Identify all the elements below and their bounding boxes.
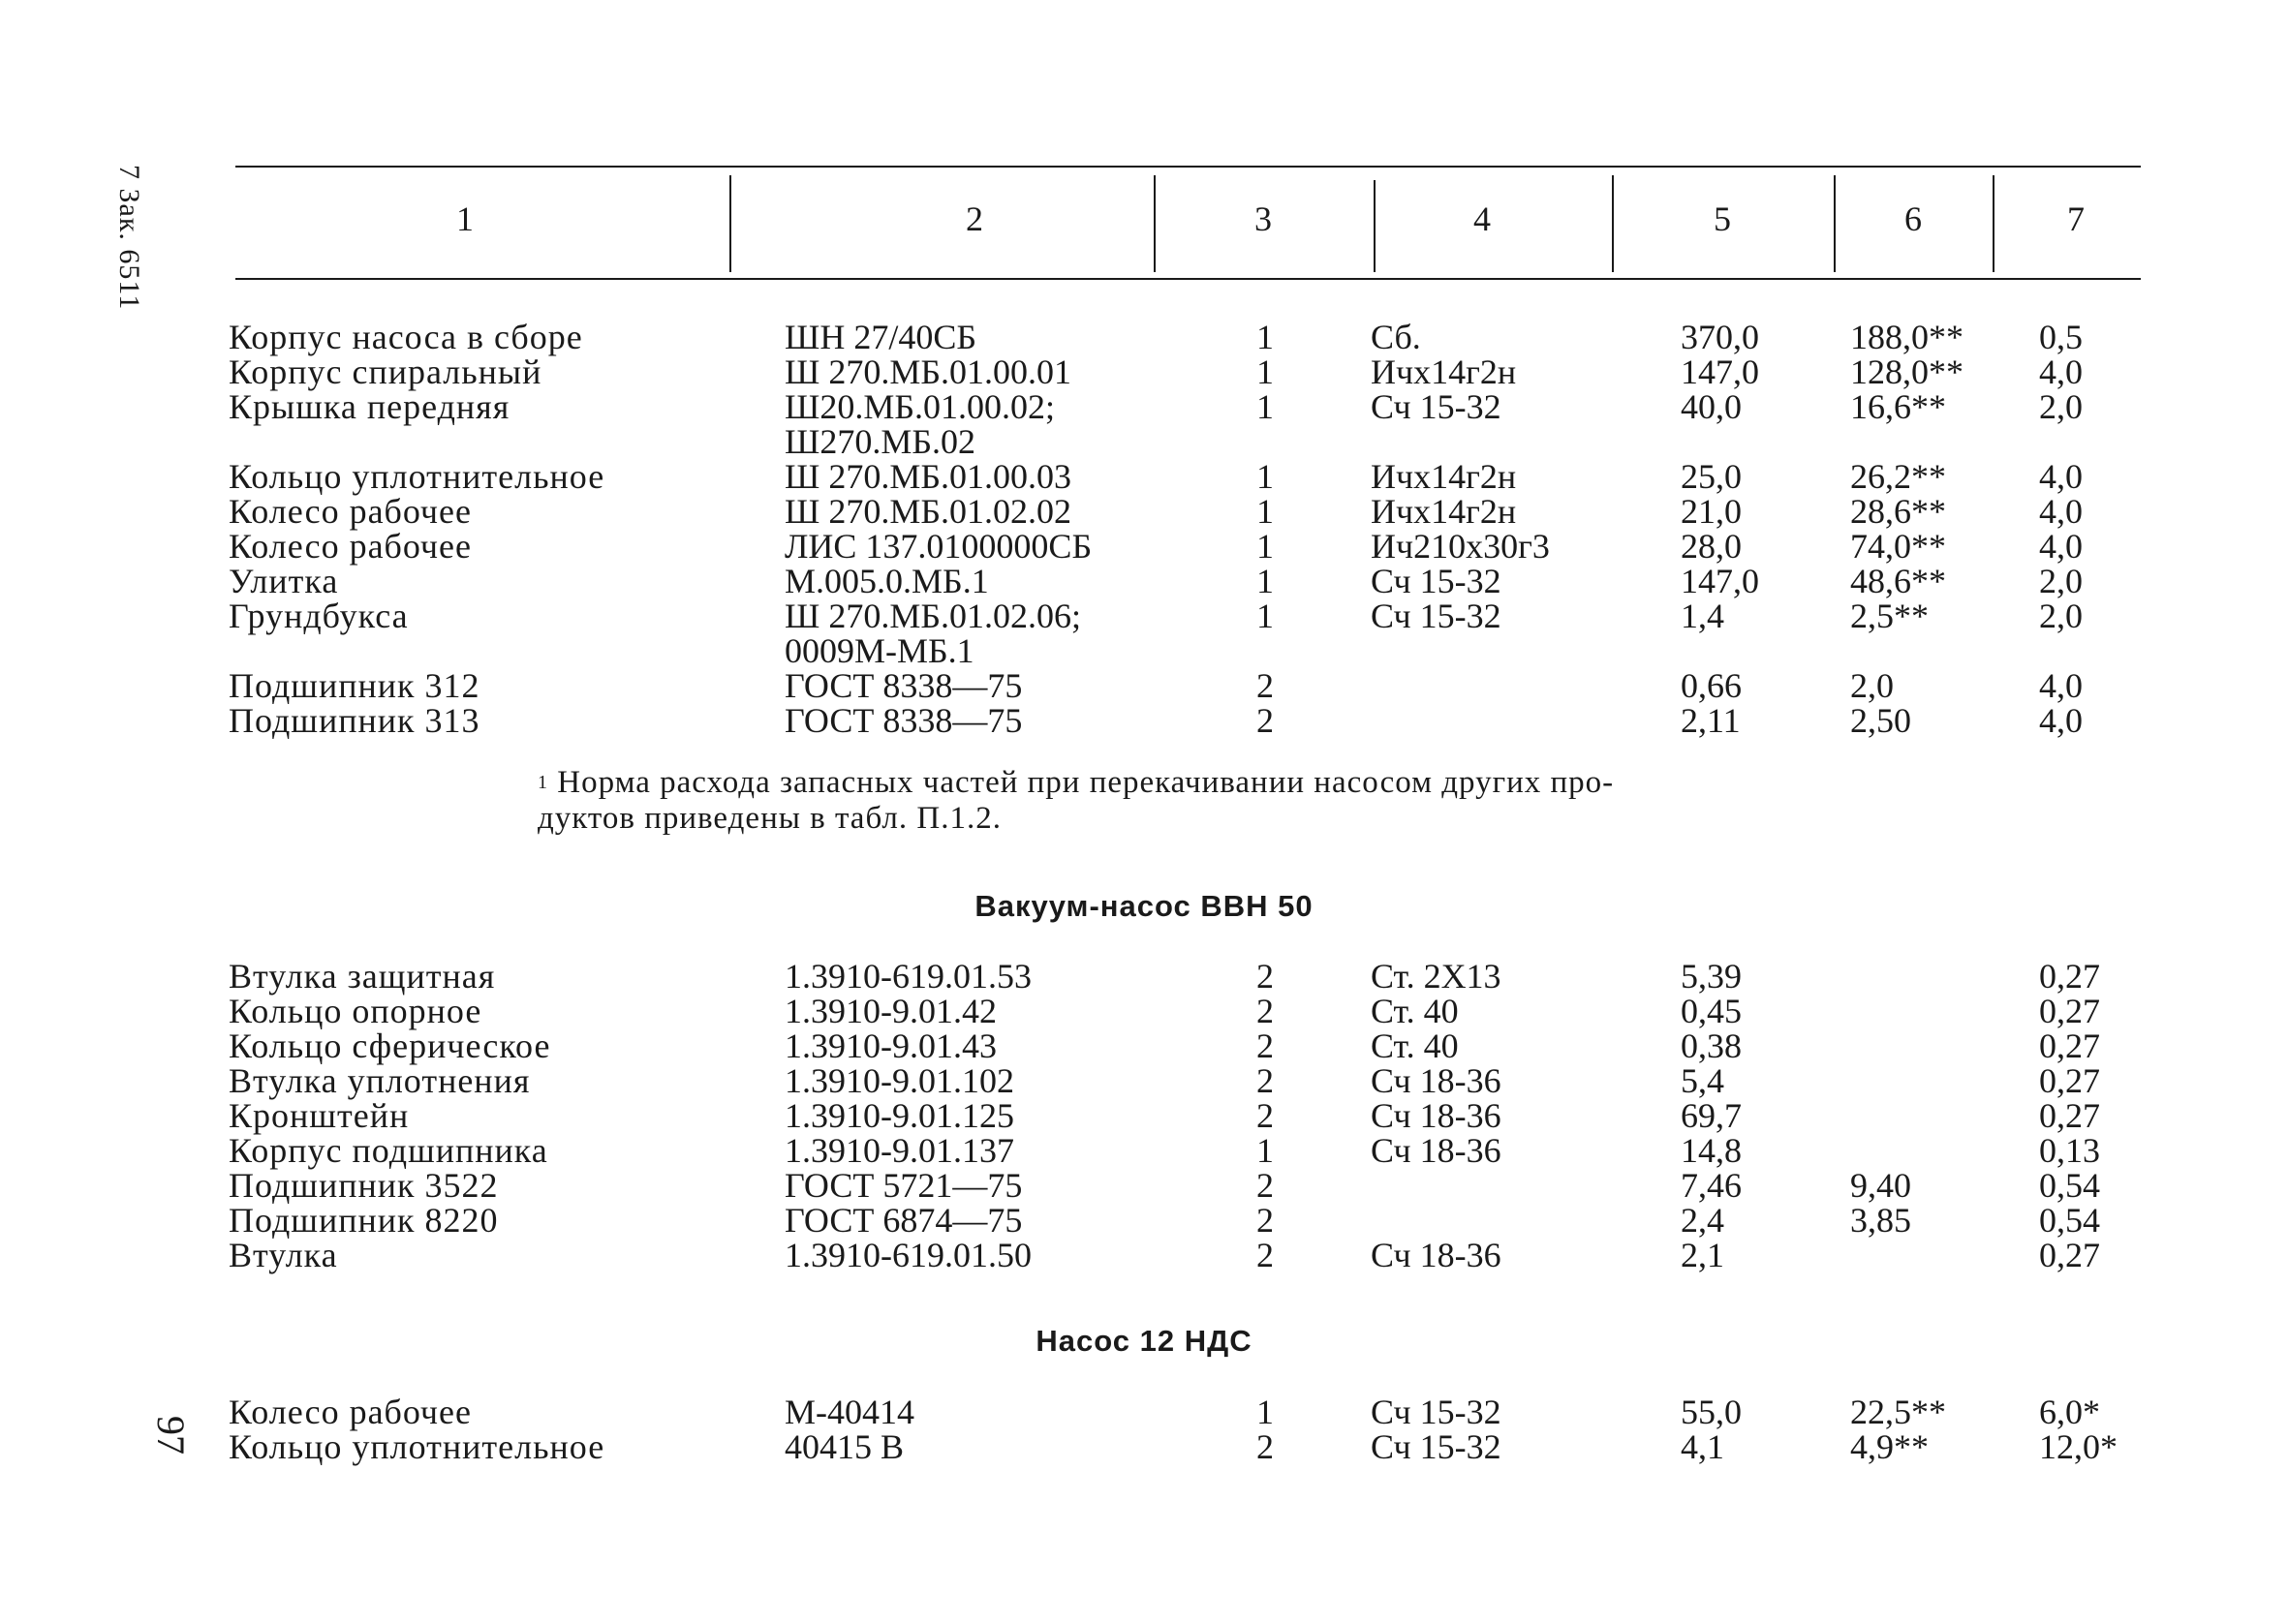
cell-name: Втулка защитная [229,957,496,996]
cell-material: Сч 15-32 [1371,597,1501,635]
cell-qty: 1 [1256,352,1274,391]
cell-designation: Ш 270.МБ.01.02.02 [785,492,1071,531]
cell-name: Улитка [229,562,339,600]
cell-qty: 1 [1256,1131,1274,1170]
cell-mass: 5,39 [1681,957,1742,996]
cell-material: Ст. 2Х13 [1371,957,1501,996]
cell-norm: 0,27 [2039,1061,2100,1100]
cell-price: 2,5** [1850,597,1929,635]
cell-material: Ичх14г2н [1371,352,1517,391]
cell-designation: Ш 270.МБ.01.00.03 [785,457,1071,496]
header-cell-5: 5 [1714,199,1731,238]
table-row [0,633,2288,668]
cell-name: Кольцо уплотнительное [229,457,605,496]
cell-qty: 1 [1256,527,1274,566]
cell-material: Сч 18-36 [1371,1131,1501,1170]
cell-mass: 370,0 [1681,318,1759,356]
cell-mass: 147,0 [1681,562,1759,600]
table-row [0,1028,2288,1063]
cell-name: Подшипник 312 [229,666,480,705]
cell-qty: 2 [1256,1061,1274,1100]
cell-norm: 0,5 [2039,318,2083,356]
cell-designation: М.005.0.МБ.1 [785,562,989,600]
cell-norm: 0,13 [2039,1131,2100,1170]
cell-material: Сч 15-32 [1371,562,1501,600]
cell-name: Колесо рабочее [229,527,472,566]
table-row [0,1063,2288,1098]
header-cell-4: 4 [1473,199,1491,238]
header-cell-6: 6 [1904,199,1922,238]
table-row [0,564,2288,598]
cell-price: 4,9** [1850,1427,1929,1466]
cell-price: 26,2** [1850,457,1946,496]
cell-price: 22,5** [1850,1393,1946,1431]
cell-name: Кольцо опорное [229,992,482,1030]
table-row [0,994,2288,1028]
cell-material: Сч 15-32 [1371,387,1501,426]
cell-norm: 4,0 [2039,352,2083,391]
table-row [0,459,2288,494]
cell-qty: 2 [1256,992,1274,1030]
cell-name: Подшипник 313 [229,701,480,740]
table-row [0,494,2288,529]
footnote-mark: 1 [538,772,548,793]
column-divider [1612,175,1614,272]
cell-price: 128,0** [1850,352,1963,391]
cell-norm: 4,0 [2039,492,2083,531]
cell-mass: 2,1 [1681,1236,1724,1274]
cell-price: 48,6** [1850,562,1946,600]
cell-norm: 0,54 [2039,1166,2100,1205]
cell-designation: 1.3910-619.01.50 [785,1236,1032,1274]
cell-material: Ичх14г2н [1371,492,1517,531]
cell-designation: ГОСТ 8338—75 [785,666,1023,705]
cell-mass: 7,46 [1681,1166,1742,1205]
cell-mass: 2,11 [1681,701,1741,740]
cell-mass: 5,4 [1681,1061,1724,1100]
cell-norm: 4,0 [2039,527,2083,566]
cell-price: 16,6** [1850,387,1946,426]
table-row [0,959,2288,994]
cell-norm: 0,27 [2039,992,2100,1030]
header-cell-1: 1 [456,199,474,238]
cell-mass: 2,4 [1681,1201,1724,1240]
table-row [0,320,2288,354]
cell-mass: 21,0 [1681,492,1742,531]
cell-designation: 1.3910-619.01.53 [785,957,1032,996]
section-title: Насос 12 НДС [1036,1324,1252,1358]
cell-price: 3,85 [1850,1201,1911,1240]
table-header-rule [235,278,2141,280]
cell-mass: 25,0 [1681,457,1742,496]
cell-name: Кронштейн [229,1096,410,1135]
table-row [0,1098,2288,1133]
cell-designation: Ш270.МБ.02 [785,422,975,461]
cell-name: Корпус насоса в сборе [229,318,583,356]
cell-designation: ГОСТ 8338—75 [785,701,1023,740]
cell-designation: 40415 В [785,1427,905,1466]
cell-norm: 0,27 [2039,957,2100,996]
cell-norm: 0,27 [2039,1236,2100,1274]
column-divider [1834,175,1836,272]
cell-norm: 0,54 [2039,1201,2100,1240]
cell-norm: 2,0 [2039,562,2083,600]
cell-norm: 6,0* [2039,1393,2100,1431]
header-cell-7: 7 [2067,199,2085,238]
cell-name: Подшипник 8220 [229,1201,499,1240]
cell-qty: 1 [1256,492,1274,531]
cell-name: Корпус спиральный [229,352,542,391]
cell-material: Сч 15-32 [1371,1427,1501,1466]
table-row [0,1394,2288,1429]
cell-mass: 1,4 [1681,597,1724,635]
header-cell-2: 2 [966,199,983,238]
cell-designation: Ш20.МБ.01.00.02; [785,387,1055,426]
cell-designation: ГОСТ 6874—75 [785,1201,1023,1240]
cell-designation: ГОСТ 5721—75 [785,1166,1023,1205]
cell-name: Колесо рабочее [229,492,472,531]
table-row [0,529,2288,564]
cell-norm: 2,0 [2039,597,2083,635]
column-divider [1374,180,1376,272]
cell-price: 188,0** [1850,318,1963,356]
cell-designation: М-40414 [785,1393,914,1431]
table-top-rule [235,166,2141,168]
cell-qty: 2 [1256,1026,1274,1065]
cell-norm: 12,0* [2039,1427,2118,1466]
cell-name: Втулка [229,1236,338,1274]
cell-qty: 2 [1256,1427,1274,1466]
cell-qty: 2 [1256,1236,1274,1274]
cell-name: Кольцо уплотнительное [229,1427,605,1466]
cell-mass: 0,66 [1681,666,1742,705]
cell-material: Сч 18-36 [1371,1096,1501,1135]
cell-mass: 0,38 [1681,1026,1742,1065]
cell-designation: ЛИС 137.0100000СБ [785,527,1093,566]
table-row [0,424,2288,459]
cell-name: Колесо рабочее [229,1393,472,1431]
cell-mass: 69,7 [1681,1096,1742,1135]
cell-material: Сб. [1371,318,1421,356]
table-row [0,389,2288,424]
cell-qty: 1 [1256,1393,1274,1431]
table-row [0,1238,2288,1272]
column-divider [1993,175,1994,272]
cell-mass: 0,45 [1681,992,1742,1030]
cell-material: Ст. 40 [1371,1026,1459,1065]
cell-qty: 1 [1256,318,1274,356]
cell-name: Грундбукса [229,597,409,635]
cell-designation: Ш 270.МБ.01.02.06; [785,597,1081,635]
cell-mass: 4,1 [1681,1427,1724,1466]
cell-qty: 2 [1256,666,1274,705]
cell-norm: 0,27 [2039,1096,2100,1135]
cell-price: 28,6** [1850,492,1946,531]
footnote [538,765,1913,837]
cell-designation: 1.3910-9.01.43 [785,1026,997,1065]
cell-designation: 1.3910-9.01.42 [785,992,997,1030]
cell-name: Крышка передняя [229,387,510,426]
cell-name: Втулка уплотнения [229,1061,531,1100]
cell-mass: 28,0 [1681,527,1742,566]
cell-material: Ичх14г2н [1371,457,1517,496]
cell-material: Ич210х30г3 [1371,527,1550,566]
cell-norm: 4,0 [2039,701,2083,740]
cell-norm: 4,0 [2039,666,2083,705]
cell-mass: 40,0 [1681,387,1742,426]
table-row [0,1203,2288,1238]
cell-name: Кольцо сферическое [229,1026,551,1065]
column-divider [1154,175,1156,272]
cell-designation: 1.3910-9.01.137 [785,1131,1014,1170]
page-number: 97 [149,1416,193,1455]
cell-designation: 1.3910-9.01.125 [785,1096,1014,1135]
table-row [0,703,2288,738]
table-row [0,1133,2288,1168]
cell-qty: 2 [1256,1096,1274,1135]
cell-designation: ШН 27/40СБ [785,318,976,356]
cell-material: Сч 18-36 [1371,1236,1501,1274]
table-row [0,598,2288,633]
cell-qty: 2 [1256,1166,1274,1205]
cell-mass: 147,0 [1681,352,1759,391]
cell-designation: 0009М-МБ.1 [785,631,974,670]
cell-material: Сч 15-32 [1371,1393,1501,1431]
cell-name: Подшипник 3522 [229,1166,499,1205]
cell-norm: 0,27 [2039,1026,2100,1065]
cell-norm: 4,0 [2039,457,2083,496]
cell-norm: 2,0 [2039,387,2083,426]
table-row [0,1168,2288,1203]
footnote-line-2: дуктов приведены в табл. П.1.2. [538,801,1002,836]
cell-qty: 1 [1256,387,1274,426]
cell-mass: 14,8 [1681,1131,1742,1170]
cell-qty: 1 [1256,457,1274,496]
table-row [0,1429,2288,1464]
cell-designation: 1.3910-9.01.102 [785,1061,1014,1100]
footnote-line-1: Норма расхода запасных частей при перекачивании насосом других про- [548,765,1615,800]
header-cell-3: 3 [1254,199,1272,238]
cell-material: Сч 18-36 [1371,1061,1501,1100]
cell-price: 74,0** [1850,527,1946,566]
section-title: Вакуум-насос ВВН 50 [974,889,1314,923]
cell-qty: 1 [1256,597,1274,635]
table-row [0,668,2288,703]
cell-qty: 2 [1256,1201,1274,1240]
side-note: 7 Зак. 6511 [113,165,145,311]
cell-qty: 2 [1256,957,1274,996]
column-divider [729,175,731,272]
cell-material: Ст. 40 [1371,992,1459,1030]
cell-name: Корпус подшипника [229,1131,548,1170]
cell-price: 2,0 [1850,666,1894,705]
cell-mass: 55,0 [1681,1393,1742,1431]
cell-qty: 1 [1256,562,1274,600]
table-row [0,354,2288,389]
cell-qty: 2 [1256,701,1274,740]
cell-price: 9,40 [1850,1166,1911,1205]
cell-designation: Ш 270.МБ.01.00.01 [785,352,1071,391]
cell-price: 2,50 [1850,701,1911,740]
